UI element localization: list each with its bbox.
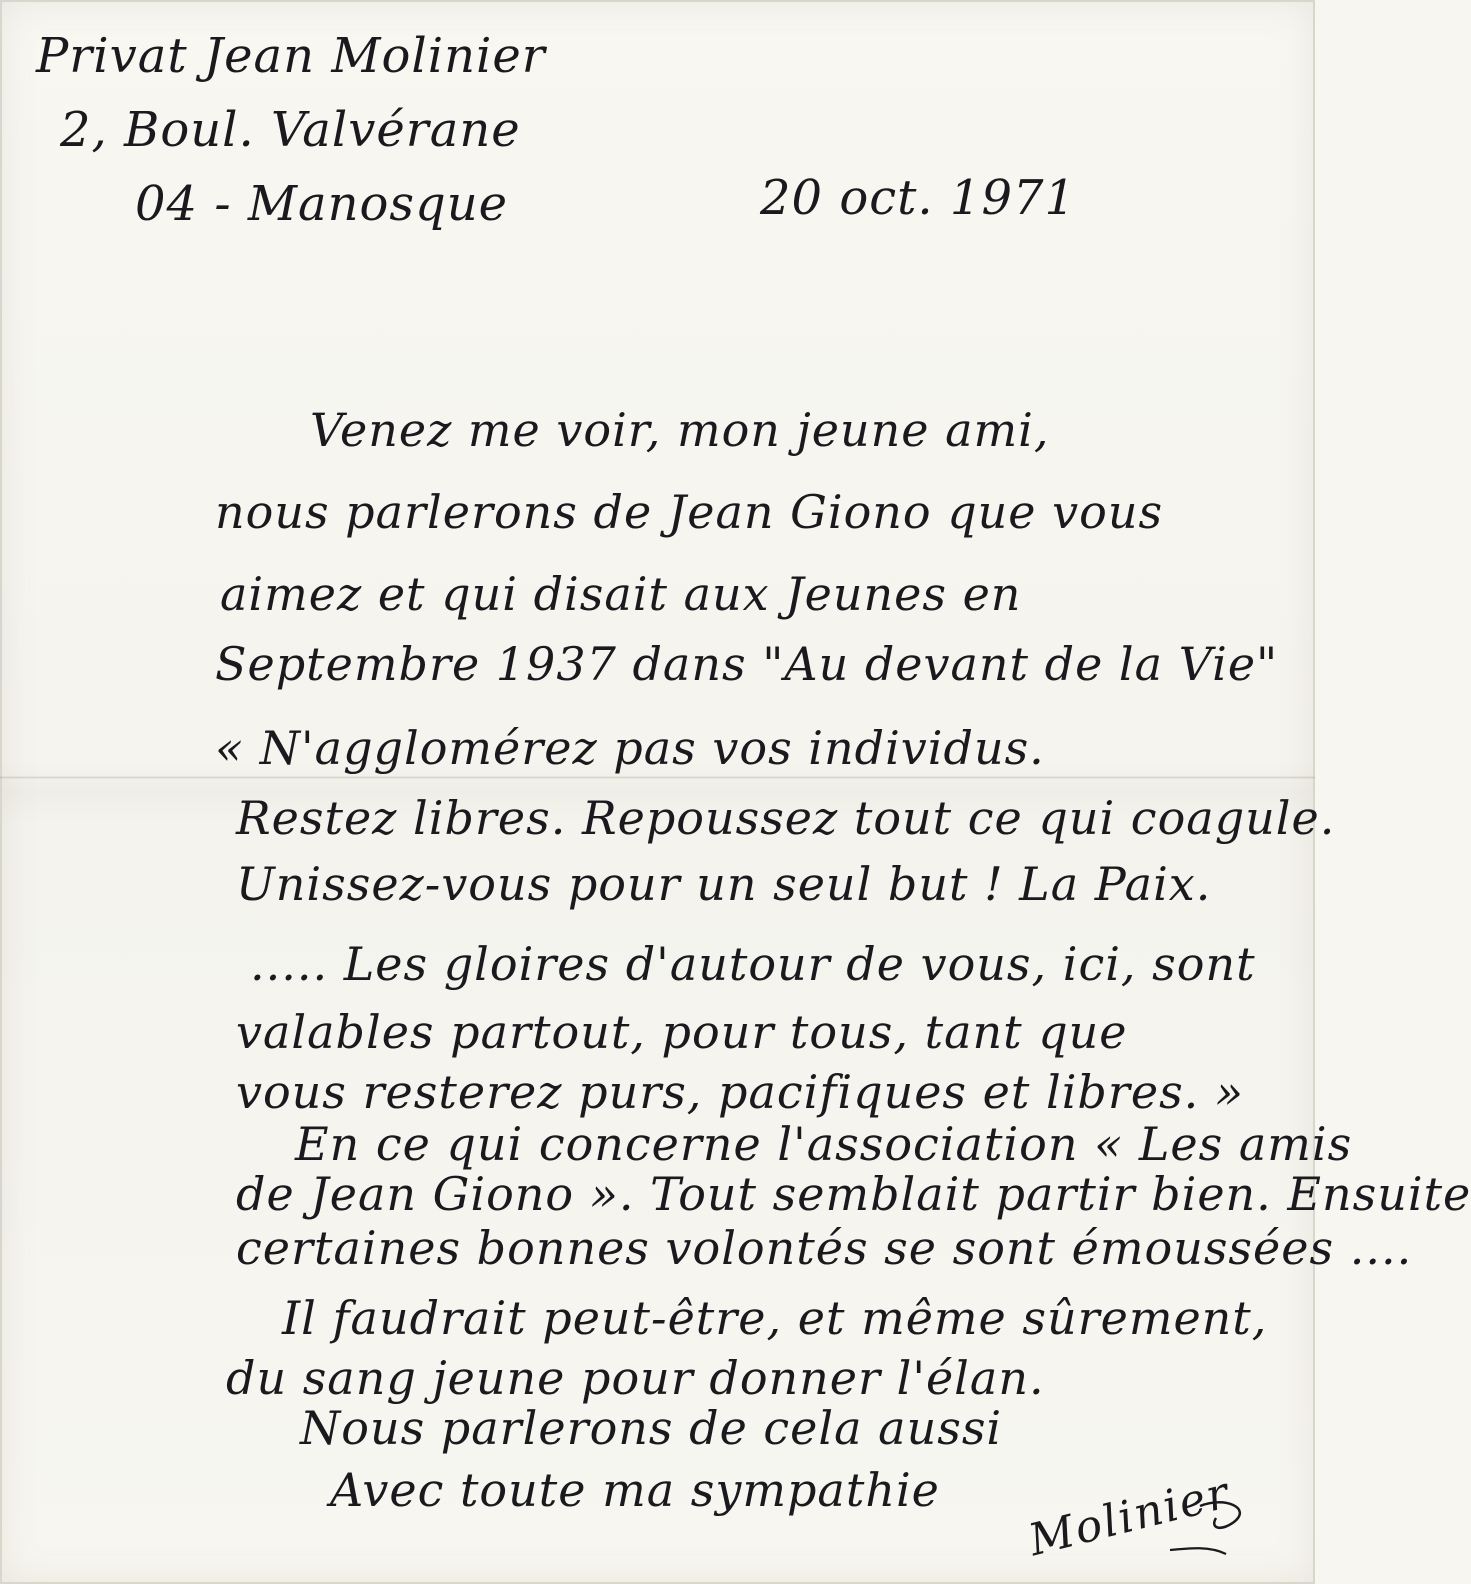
paper-fold (0, 776, 1315, 779)
sender-name: Privat Jean Molinier (36, 28, 546, 84)
signature-name: Molinier (1023, 1467, 1236, 1567)
body-line: du sang jeune pour donner l'élan. (226, 1351, 1045, 1405)
body-line: aimez et qui disait aux Jeunes en (220, 567, 1022, 621)
sender-city: 04 - Manosque (135, 176, 509, 232)
body-line: En ce qui concerne l'association « Les amis (295, 1117, 1353, 1171)
body-line: de Jean Giono ». Tout semblait partir bien. Ensuite (236, 1167, 1471, 1221)
sender-street: 2, Boul. Valvérane (60, 102, 521, 158)
body-line: Nous parlerons de cela aussi (300, 1401, 1003, 1455)
body-line: Unissez-vous pour un seul but ! La Paix. (236, 857, 1212, 911)
body-line: ..... Les gloires d'autour de vous, ici, sont (250, 937, 1256, 991)
closing-line: Avec toute ma sympathie (330, 1463, 940, 1517)
letter-date: 20 oct. 1971 (760, 170, 1077, 226)
body-line: Septembre 1937 dans "Au devant de la Vie" (215, 637, 1279, 691)
body-line: Restez libres. Repoussez tout ce qui coagule. (236, 791, 1336, 845)
signature (1020, 1467, 1260, 1578)
body-line: certaines bonnes volontés se sont émoussées .... (236, 1221, 1413, 1275)
body-line: nous parlerons de Jean Giono que vous (215, 485, 1164, 539)
body-line: valables partout, pour tous, tant que (236, 1005, 1128, 1059)
body-line: « N'agglomérez pas vos individus. (215, 721, 1045, 775)
body-line: vous resterez purs, pacifiques et libres. » (236, 1065, 1245, 1119)
body-line: Il faudrait peut-être, et même sûrement, (282, 1291, 1268, 1345)
body-line: Venez me voir, mon jeune ami, (310, 403, 1050, 457)
